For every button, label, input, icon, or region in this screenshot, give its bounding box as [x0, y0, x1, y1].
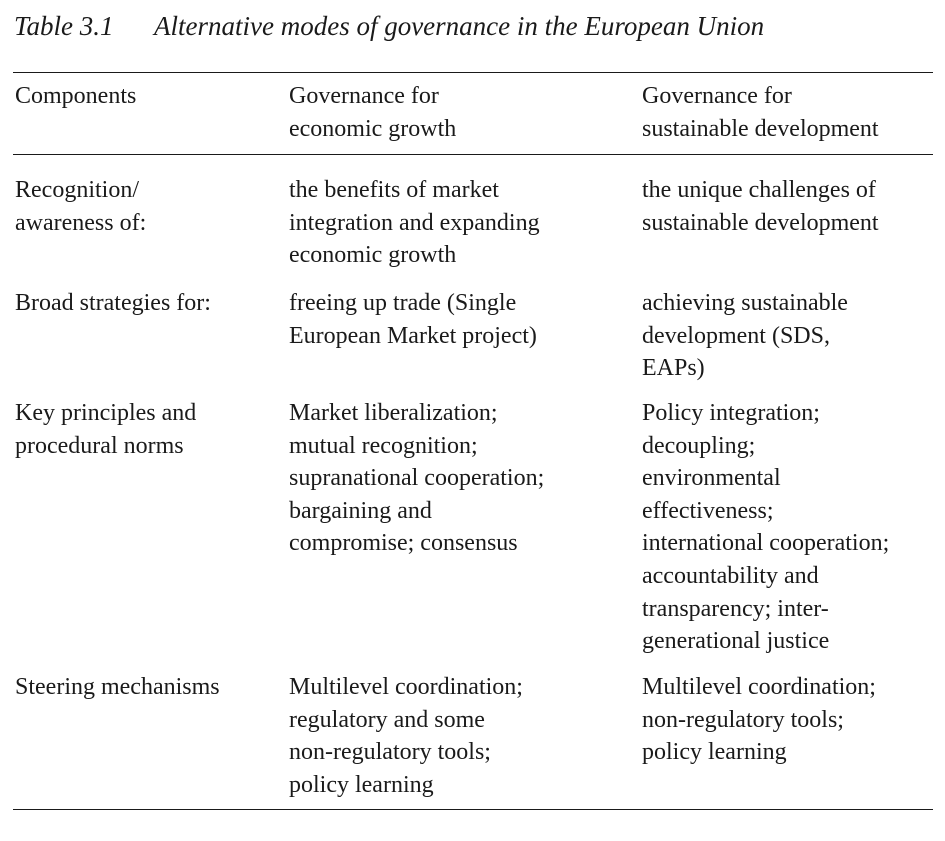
- row-principles-economic: Market liberalization; mutual recognition; supranational cooperation; bargaining and compromise; consensus: [289, 400, 545, 557]
- row-steering-economic: Multilevel coordination; regulatory and some non-regulatory tools; policy learning: [289, 674, 523, 798]
- row-strategies-economic: freeing up trade (Single European Market project): [289, 290, 537, 349]
- header-rule: [13, 154, 933, 155]
- top-rule: [13, 72, 933, 73]
- header-sustainable-development: Governance for sustainable development: [642, 83, 879, 142]
- row-steering-sustainable: Multilevel coordination; non-regulatory tools; policy learning: [642, 674, 876, 766]
- row-principles-component: Key principles and procedural norms: [15, 400, 197, 459]
- row-recognition-sustainable: the unique challenges of sustainable development: [642, 177, 879, 236]
- row-strategies-sustainable: achieving sustainable development (SDS, EAPs): [642, 290, 848, 382]
- row-strategies-component: Broad strategies for:: [15, 290, 211, 316]
- row-steering-component: Steering mechanisms: [15, 674, 220, 700]
- table-title: Alternative modes of governance in the European Union: [154, 11, 765, 41]
- table-caption: [14, 8, 764, 44]
- header-economic-growth: Governance for economic growth: [289, 83, 457, 142]
- row-principles-sustainable: Policy integration; decoupling; environmental effectiveness; international cooperation; accountability and transparency; inter- generational justice: [642, 400, 890, 655]
- row-recognition-component: Recognition/ awareness of:: [15, 177, 147, 236]
- bottom-rule: [13, 809, 933, 810]
- row-recognition-economic: the benefits of market integration and expanding economic growth: [289, 177, 540, 269]
- header-components: Components: [15, 83, 137, 109]
- table-number: Table 3.1: [14, 11, 114, 41]
